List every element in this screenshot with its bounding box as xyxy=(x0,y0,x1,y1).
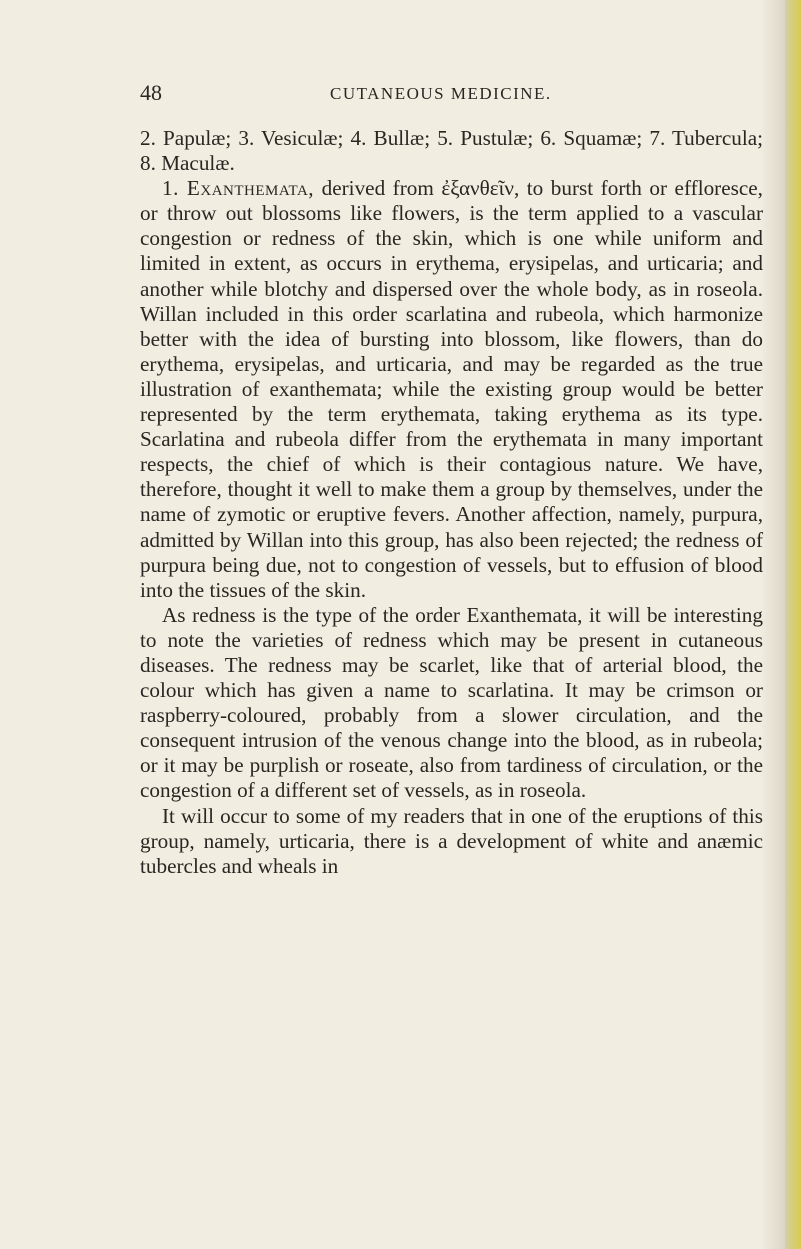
page-edge-shadow xyxy=(785,0,801,1249)
page-number: 48 xyxy=(140,80,162,105)
term-exanthemata: 1. Exanthemata, xyxy=(162,176,315,201)
paragraph-exanthemata-text: derived from ἐξανθεῖν, to burst forth or effloresce, or throw out blossoms like flowers, is the term applied to a vascular congestion or redness of the skin, which is one while uniform and limited in extent, as occurs in erythema, erysipelas, and urticaria; and another while blotchy and dispersed over the whole body, as in roseola. Willan included in this order scarlatina and rubeola, which harmonize better with the idea of bursting into blossom, like flowers, than do erythema, erysipelas, and urticaria, and may be regarded as the true illustration of exanthemata; while the existing group would be better represented by the term erythemata, taking erythema as its type. Scarlatina and rubeola differ from the erythemata in many important respects, the chief of which is their contagious nature. We have, therefore, thought it well to make them a group by themselves, under the name of zymotic or eruptive fevers. Another affection, namely, purpura, admitted by Willan into this group, has also been rejected; the redness of purpura being due, not to congestion of vessels, but to effusion of blood into the tissues of the skin. xyxy=(140,176,763,602)
paragraph-urticaria: It will occur to some of my readers that in one of the eruptions of this group, namely, urticaria, there is a development of white and anæmic tubercles and wheals in xyxy=(140,803,763,878)
paragraph-redness: As redness is the type of the order Exanthemata, it will be interesting to note the varieties of redness which may be present in cutaneous diseases. The redness may be scarlet, like that of arterial blood, the colour which has given a name to scarlatina. It may be crimson or raspberry-coloured, probably from a slower circulation, and the consequent intrusion of the venous change into the blood, as in rubeola; or it may be purplish or roseate, also from tardiness of circulation, or the congestion of a different set of vessels, as in roseola. xyxy=(140,602,763,803)
paragraph-continued-list: 2. Papulæ; 3. Vesiculæ; 4. Bullæ; 5. Pustulæ; 6. Squamæ; 7. Tubercula; 8. Maculæ. xyxy=(140,126,763,176)
body-text xyxy=(140,126,763,879)
running-head: CUTANEOUS MEDICINE. xyxy=(330,84,552,103)
page-header xyxy=(140,80,760,110)
paragraph-exanthemata xyxy=(140,176,763,603)
